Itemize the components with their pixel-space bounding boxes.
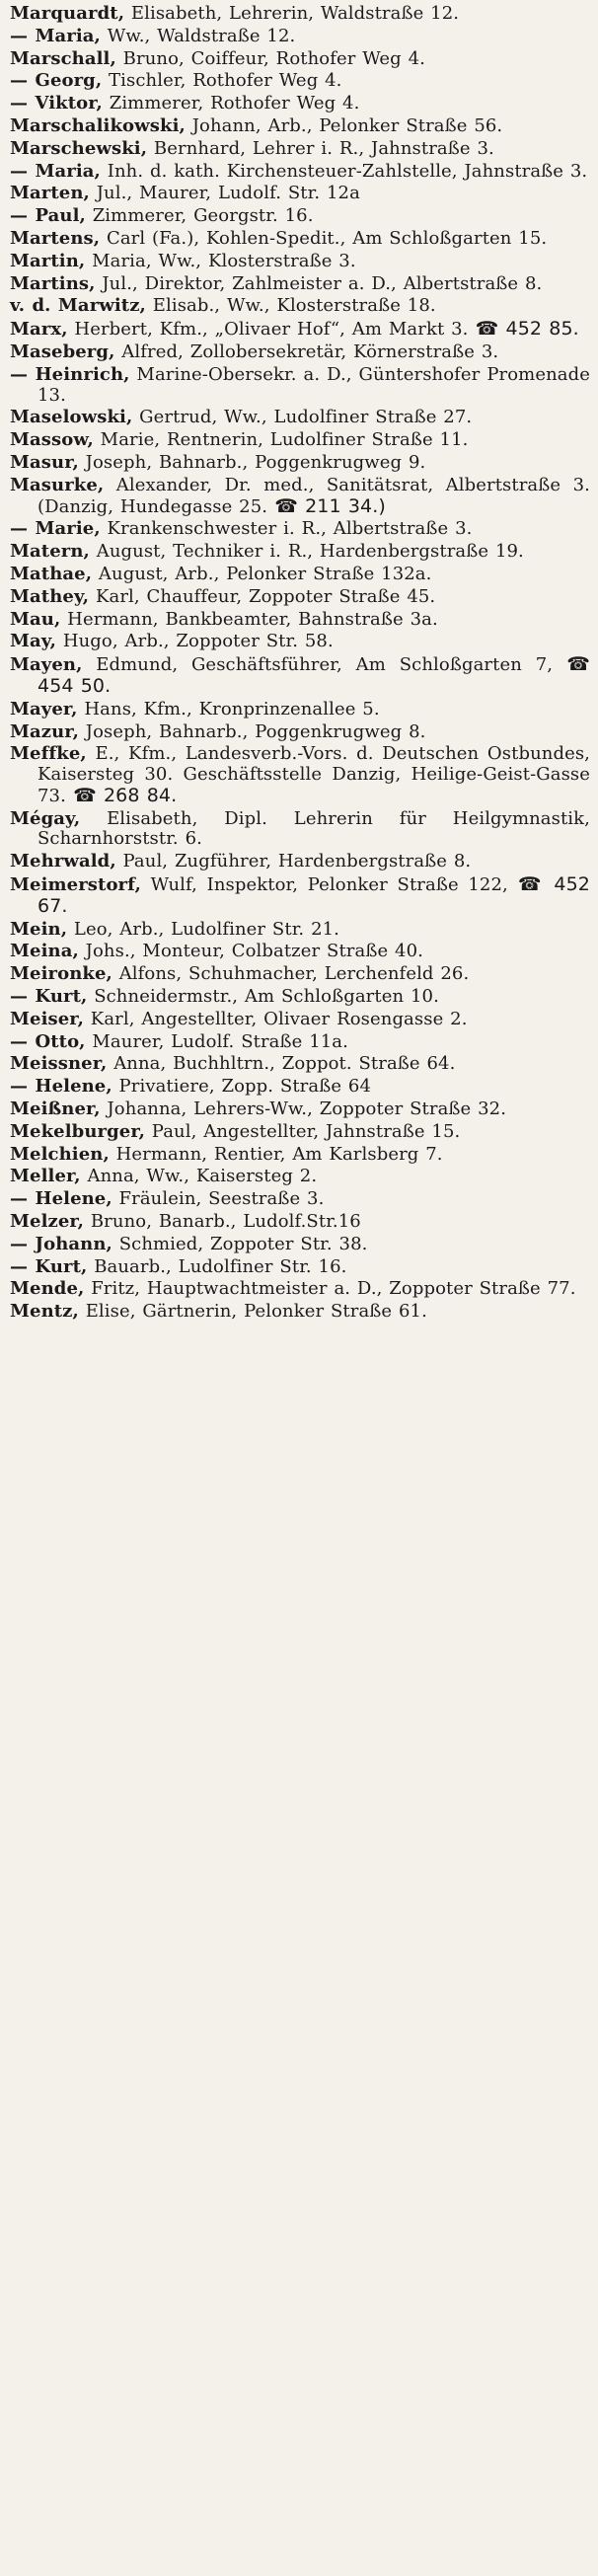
entry-details: Hermann, Bankbeamter, Bahnstraße 3a. (60, 608, 438, 630)
entry-name: Mathae, (10, 563, 93, 584)
entry-details: Ww., Waldstraße 12. (100, 25, 296, 46)
entry-name: v. d. Marwitz, (10, 295, 146, 317)
directory-entry (10, 1077, 590, 1098)
entry-name: May, (10, 631, 56, 652)
entry-details: Johann, Arb., Pelonker Straße 56. (185, 114, 503, 136)
directory-entry (10, 49, 590, 70)
directory-entry (10, 453, 590, 474)
directory-entry (10, 744, 590, 806)
directory-entry (10, 1212, 590, 1233)
directory-entry (10, 987, 590, 1008)
directory-entry (10, 408, 590, 428)
entry-name: Marx, (10, 319, 68, 341)
entry-details: Alfred, Zollobersekretär, Körnerstraße 3. (114, 341, 499, 362)
entry-name: Maseberg, (10, 341, 115, 362)
phone-number: ☎ 268 84. (65, 784, 178, 806)
entry-name: Martens, (10, 227, 101, 249)
directory-entry (10, 874, 590, 918)
directory-entry (10, 722, 590, 743)
directory-entry (10, 1122, 590, 1143)
directory-entry (10, 252, 590, 272)
entry-name: — Helene, (10, 1076, 112, 1098)
entry-details: Anna, Buchhltrn., Zoppot. Straße 64. (107, 1053, 456, 1075)
directory-entry (10, 94, 590, 114)
entry-name: Mau, (10, 608, 61, 630)
directory-entry (10, 942, 590, 962)
directory-entry (10, 229, 590, 250)
entry-name: Marschalikowski, (10, 114, 186, 136)
entry-details: Carl (Fa.), Kohlen-Spedit., Am Schloßgarten 15. (100, 227, 548, 249)
directory-entry (10, 1145, 590, 1166)
directory-entry (10, 654, 590, 698)
entry-name: Mentz, (10, 1301, 79, 1323)
entry-name: Meina, (10, 941, 79, 962)
entry-name: Massow, (10, 429, 94, 451)
directory-entry (10, 274, 590, 295)
directory-entry (10, 1279, 590, 1300)
entry-name: Mayen, (10, 654, 83, 676)
entry-details: Karl, Angestellter, Olivaer Rosengasse 2. (83, 1008, 468, 1029)
directory-entry (10, 430, 590, 451)
directory-entry (10, 852, 590, 872)
entry-details: Fritz, Hauptwachtmeister a. D., Zoppoter Straße 77. (84, 1278, 576, 1300)
entry-details: E., Kfm., Landesverb.-Vors. d. Deutschen Ostbundes, Kaisersteg 30. Geschäftsstelle Danzig, Heilige-Geist-Gasse 73. (37, 743, 590, 806)
entry-name: — Kurt, (10, 1255, 88, 1277)
entry-name: Mehrwald, (10, 851, 116, 872)
entry-name: Masurke, (10, 474, 105, 495)
entry-details: Zimmerer, Rothofer Weg 4. (102, 93, 360, 114)
entry-name: Meißner, (10, 1099, 101, 1120)
entry-name: — Marie, (10, 518, 101, 540)
entry-name: Mégay, (10, 807, 81, 829)
entry-details: Krankenschwester i. R., Albertstraße 3. (100, 518, 473, 540)
entry-details: Leo, Arb., Ludolfiner Str. 21. (67, 918, 339, 940)
directory-entry (10, 1235, 590, 1255)
directory-entry (10, 1167, 590, 1187)
entry-details: Marine-Obersekr. a. D., Güntershofer Promenade 13. (37, 363, 590, 406)
entry-details: Alexander, Dr. med., Sanitätsrat, Albertstraße 3. (Danzig, Hundegasse 25. (37, 474, 590, 517)
entry-details: August, Techniker i. R., Hardenbergstraße 19. (89, 541, 524, 563)
entry-details: Maria, Ww., Klosterstraße 3. (85, 250, 356, 271)
entry-name: Marschewski, (10, 137, 148, 159)
entry-name: Meissner, (10, 1053, 108, 1075)
entry-name: Maselowski, (10, 407, 133, 428)
entry-details: Hugo, Arb., Zoppoter Str. 58. (56, 631, 334, 652)
entry-details: Jul., Direktor, Zahlmeister a. D., Albertstraße 8. (95, 272, 543, 294)
phone-number: ☎ 211 34.) (267, 494, 386, 517)
entry-name: Martins, (10, 272, 96, 294)
directory-entry (10, 365, 590, 407)
directory-entry (10, 71, 590, 92)
entry-name: Marquardt, (10, 3, 125, 24)
directory-entry (10, 809, 590, 851)
entry-details: Hermann, Rentier, Am Karlsberg 7. (109, 1143, 443, 1165)
entry-details: August, Arb., Pelonker Straße 132a. (92, 563, 432, 584)
entry-name: Marten, (10, 183, 90, 204)
entry-details: Elisabeth, Dipl. Lehrerin für Heilgymnastik, Scharnhorststr. 6. (37, 807, 590, 850)
directory-entry (10, 184, 590, 204)
directory-entry (10, 296, 590, 317)
entry-name: — Maria, (10, 160, 101, 182)
directory-entry (10, 1099, 590, 1120)
entry-name: Marschall, (10, 47, 116, 69)
entry-name: Martin, (10, 250, 86, 271)
entry-details: Bernhard, Lehrer i. R., Jahnstraße 3. (147, 137, 494, 159)
entry-details: Karl, Chauffeur, Zoppoter Straße 45. (89, 585, 436, 607)
phone-number: ☎ 452 85. (468, 318, 579, 341)
directory-entry (10, 519, 590, 540)
entry-details: Paul, Angestellter, Jahnstraße 15. (144, 1120, 461, 1142)
entry-name: — Kurt, (10, 986, 88, 1008)
phone-number: ☎ 454 50. (37, 653, 590, 697)
directory-entry (10, 700, 590, 720)
entry-details: Inh. d. kath. Kirchensteuer-Zahlstelle, Jahnstraße 3. (100, 160, 588, 182)
directory-entry (10, 4, 590, 25)
directory-entry (10, 565, 590, 585)
entry-details: Herbert, Kfm., „Olivaer Hof“, Am Markt 3. (67, 319, 469, 341)
directory-entry (10, 964, 590, 985)
entry-name: Mayer, (10, 698, 78, 720)
entry-details: Schneidermstr., Am Schloßgarten 10. (87, 986, 439, 1008)
directory-entry (10, 162, 590, 183)
entry-details: Marie, Rentnerin, Ludolfiner Straße 11. (93, 429, 469, 451)
entry-name: — Maria, (10, 25, 101, 46)
directory-entry (10, 610, 590, 631)
directory-entry (10, 116, 590, 137)
directory-entry (10, 476, 590, 518)
entry-name: Mein, (10, 918, 68, 940)
entry-details: Elisab., Ww., Klosterstraße 18. (145, 295, 436, 317)
entry-details: Elisabeth, Lehrerin, Waldstraße 12. (124, 3, 460, 24)
entry-details: Joseph, Bahnarb., Poggenkrugweg 9. (78, 451, 426, 473)
entry-details: Wulf, Inspektor, Pelonker Straße 122, (140, 874, 508, 896)
entry-details: Jul., Maurer, Ludolf. Str. 12a (89, 183, 360, 204)
directory-entry (10, 1302, 590, 1323)
directory-entry (10, 632, 590, 652)
directory-entry (10, 1010, 590, 1030)
entry-name: Matern, (10, 541, 90, 563)
entry-details: Alfons, Schuhmacher, Lerchenfeld 26. (112, 963, 470, 985)
directory-entry (10, 1032, 590, 1053)
entry-name: Masur, (10, 451, 79, 473)
entry-details: Johs., Monteur, Colbatzer Straße 40. (78, 941, 423, 962)
phone-number: ☎ 452 67. (37, 873, 590, 917)
entry-name: — Johann, (10, 1233, 112, 1254)
entry-details: Bruno, Banarb., Ludolf.Str.16 (84, 1211, 361, 1233)
entry-name: Meller, (10, 1166, 81, 1187)
directory-entry (10, 1054, 590, 1075)
entry-details: Bauarb., Ludolfiner Str. 16. (87, 1255, 347, 1277)
entry-name: Mekelburger, (10, 1120, 145, 1142)
entry-name: Melchien, (10, 1143, 110, 1165)
directory-entry (10, 1257, 590, 1278)
entry-details: Maurer, Ludolf. Straße 11a. (85, 1030, 348, 1052)
entry-name: — Paul, (10, 205, 86, 227)
entry-name: — Otto, (10, 1030, 86, 1052)
entry-details: Gertrud, Ww., Ludolfiner Straße 27. (132, 407, 473, 428)
entry-name: Meironke, (10, 963, 112, 985)
entry-details: Joseph, Bahnarb., Poggenkrugweg 8. (78, 720, 426, 742)
entry-name: — Heinrich, (10, 363, 130, 385)
entry-name: Mazur, (10, 720, 79, 742)
entry-details: Schmied, Zoppoter Str. 38. (112, 1233, 368, 1254)
entry-details: Tischler, Rothofer Weg 4. (102, 70, 342, 92)
directory-entry (10, 542, 590, 563)
entry-name: Meffke, (10, 743, 87, 765)
directory-entry (10, 342, 590, 363)
entry-name: Melzer, (10, 1211, 85, 1233)
directory-entry (10, 920, 590, 941)
entry-details: Privatiere, Zopp. Straße 64 (112, 1076, 372, 1098)
directory-entry (10, 587, 590, 608)
entry-name: — Viktor, (10, 93, 103, 114)
directory-entry (10, 1189, 590, 1210)
entry-name: Mathey, (10, 585, 90, 607)
entry-details: Hans, Kfm., Kronprinzenallee 5. (77, 698, 380, 720)
directory-entry (10, 27, 590, 47)
entry-details: Bruno, Coiffeur, Rothofer Weg 4. (115, 47, 425, 69)
entry-name: Meimerstorf, (10, 874, 141, 896)
entry-details: Johanna, Lehrers-Ww., Zoppoter Straße 32. (100, 1099, 507, 1120)
entry-name: — Helene, (10, 1188, 112, 1210)
entry-name: — Georg, (10, 70, 103, 92)
entry-details: Paul, Zugführer, Hardenbergstraße 8. (115, 851, 472, 872)
entry-details: Anna, Ww., Kaisersteg 2. (80, 1166, 318, 1187)
directory-entry (10, 206, 590, 227)
directory-entry (10, 139, 590, 160)
entry-details: Zimmerer, Georgstr. 16. (85, 205, 314, 227)
entry-details: Elise, Gärtnerin, Pelonker Straße 61. (78, 1301, 427, 1323)
entry-name: Meiser, (10, 1008, 84, 1029)
entry-details: Edmund, Geschäftsführer, Am Schloßgarten 7, (82, 654, 554, 676)
entry-name: Mende, (10, 1278, 85, 1300)
entry-details: Fräulein, Seestraße 3. (112, 1188, 325, 1210)
directory-entry (10, 319, 590, 341)
